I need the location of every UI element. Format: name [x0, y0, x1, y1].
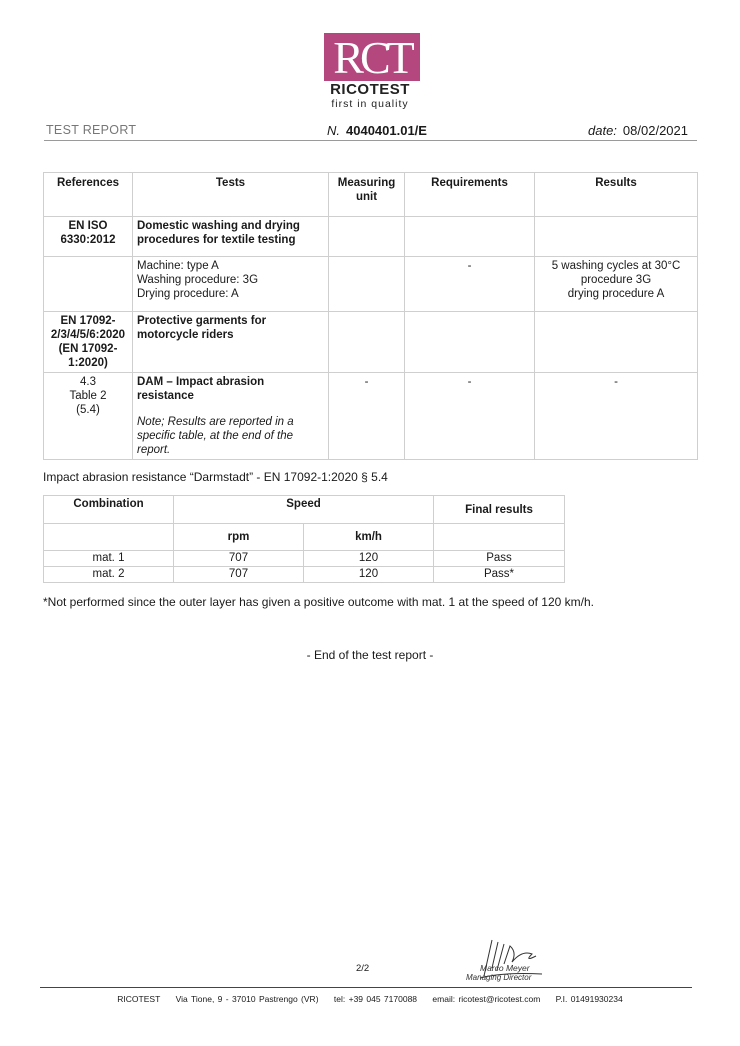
logo-text	[300, 82, 440, 110]
row-test: Domestic washing and drying procedures for textile testing	[133, 217, 329, 257]
row-unit	[329, 312, 405, 373]
report-date	[588, 123, 688, 138]
row-reference	[44, 373, 133, 460]
kmh-cell: 120	[304, 551, 434, 567]
combination-cell: mat. 1	[44, 551, 174, 567]
row-requirement	[405, 312, 535, 373]
footer-email: email: ricotest@ricotest.com	[432, 994, 541, 1004]
row-result	[535, 257, 698, 312]
report-date-label: date:	[588, 123, 617, 138]
test-line: Machine: type A	[137, 260, 219, 272]
reference-line: (5.4)	[76, 404, 100, 416]
table-row	[44, 257, 698, 312]
footer-address: Via Tione, 9 - 37010 Pastrengo (VR)	[175, 994, 319, 1004]
footer-vat: P.I. 01491930234	[555, 994, 623, 1004]
footer-divider	[40, 987, 692, 988]
table-row	[44, 373, 698, 460]
result-line: 5 washing cycles at 30°C	[551, 260, 681, 272]
row-result: -	[535, 373, 698, 460]
combination-table	[43, 495, 565, 583]
header-combination: Combination	[44, 496, 174, 524]
table-row	[44, 217, 698, 257]
header-tests: Tests	[133, 173, 329, 217]
ricotest-logo-mark	[324, 33, 420, 81]
kmh-cell: 120	[304, 567, 434, 583]
row-test: Protective garments for motorcycle riders	[133, 312, 329, 373]
combination-table-header	[44, 496, 565, 524]
row-unit	[329, 217, 405, 257]
table-row	[44, 551, 565, 567]
row-reference	[44, 257, 133, 312]
header-rpm: rpm	[174, 524, 304, 551]
row-result	[535, 217, 698, 257]
footer	[0, 994, 740, 1004]
result-line: procedure 3G	[580, 274, 652, 286]
test-title: DAM – Impact abrasion resistance	[137, 376, 265, 402]
row-test	[133, 373, 329, 460]
row-requirement: -	[405, 373, 535, 460]
signatory-role: Managing Director	[466, 973, 532, 982]
result-cell: Pass*	[434, 567, 565, 583]
tests-table-header	[44, 173, 698, 217]
row-unit	[329, 257, 405, 312]
tests-table	[43, 172, 698, 460]
header-references: References	[44, 173, 133, 217]
header-results: Results	[535, 173, 698, 217]
header-requirements: Requirements	[405, 173, 535, 217]
signatory-name: Marco Meyer	[480, 963, 530, 973]
subheader-empty	[434, 524, 565, 551]
rpm-cell: 707	[174, 551, 304, 567]
reference-line: Table 2	[69, 390, 107, 402]
test-note: Note; Results are reported in a specific table, at the end of the report.	[137, 416, 294, 456]
table-row	[44, 312, 698, 373]
report-number	[327, 123, 427, 138]
header-measuring-unit: Measuring unit	[329, 173, 405, 217]
end-of-report: - End of the test report -	[306, 648, 434, 662]
row-reference: EN 17092-2/3/4/5/6:2020 (EN 17092-1:2020)	[44, 312, 133, 373]
header-kmh: km/h	[304, 524, 434, 551]
combination-subheader	[44, 524, 565, 551]
logo-brand: RICOTEST	[330, 81, 410, 98]
reference-line: 4.3	[80, 376, 96, 388]
header-final-results: Final results	[434, 496, 565, 524]
row-reference: EN ISO 6330:2012	[44, 217, 133, 257]
row-test	[133, 257, 329, 312]
rpm-cell: 707	[174, 567, 304, 583]
row-result	[535, 312, 698, 373]
result-line: drying procedure A	[567, 288, 665, 300]
result-cell: Pass	[434, 551, 565, 567]
row-requirement	[405, 217, 535, 257]
footer-tel: tel: +39 045 7170088	[333, 994, 418, 1004]
report-number-value: 4040401.01/E	[346, 123, 427, 138]
test-line: Drying procedure: A	[137, 288, 239, 300]
header-speed: Speed	[174, 496, 434, 524]
report-date-value: 08/02/2021	[622, 123, 688, 138]
header-divider	[44, 140, 697, 141]
combination-cell: mat. 2	[44, 567, 174, 583]
footnote: *Not performed since the outer layer has given a positive outcome with mat. 1 at the speed of 120 km/h.	[43, 595, 594, 609]
impact-abrasion-intro: Impact abrasion resistance “Darmstadt” - EN 17092-1:2020 § 5.4	[43, 470, 388, 484]
row-unit: -	[329, 373, 405, 460]
report-number-prefix: N.	[327, 123, 340, 138]
table-row	[44, 567, 565, 583]
row-requirement: -	[405, 257, 535, 312]
report-title: TEST REPORT	[46, 123, 137, 137]
test-line: Washing procedure: 3G	[137, 274, 259, 286]
logo-tagline: first in quality	[331, 98, 409, 110]
logo-mark-text: RCT	[333, 33, 411, 81]
subheader-empty	[44, 524, 174, 551]
page-number: 2/2	[356, 963, 370, 974]
footer-company: RICOTEST	[117, 994, 161, 1004]
